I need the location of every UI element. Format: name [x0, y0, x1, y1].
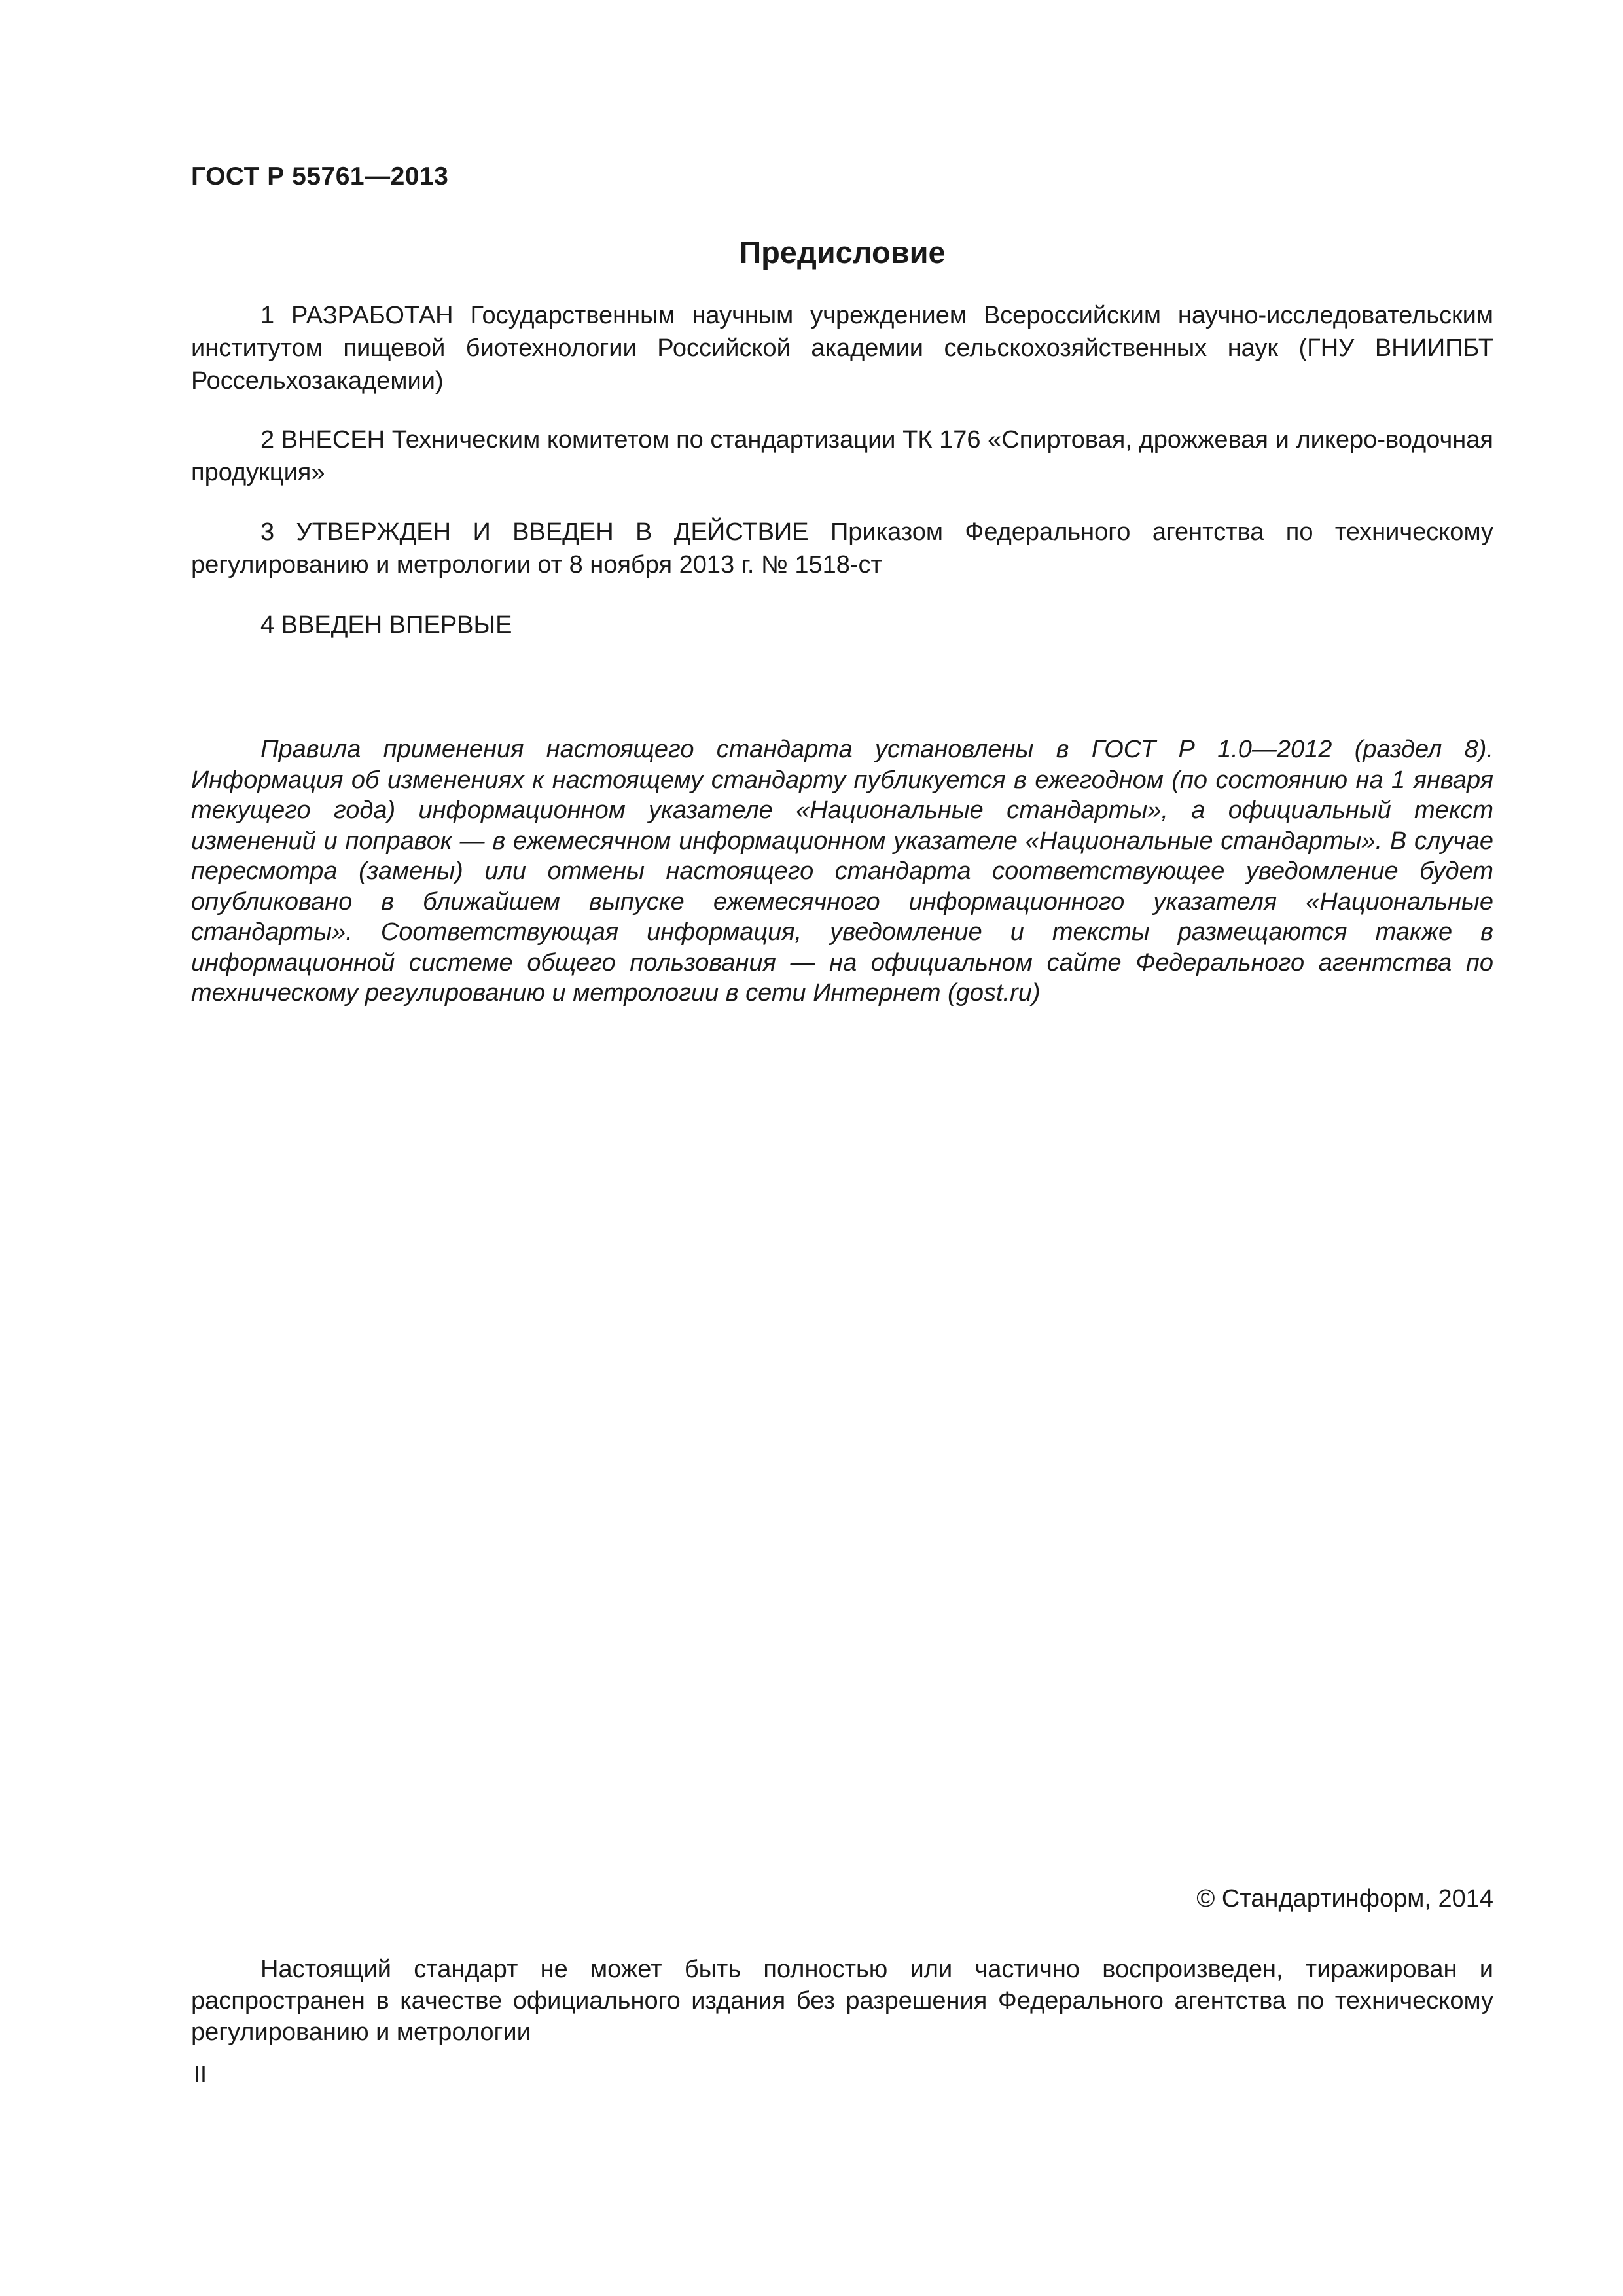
document-code: ГОСТ Р 55761—2013: [191, 162, 449, 190]
reproduction-restriction: Настоящий стандарт не может быть полностью или частично воспроизведен, тиражирован и распространен в качестве официального издания без разрешения Федерального агентства по техническому регулированию и метрологии: [191, 1956, 1493, 2046]
application-rules-note: Правила применения настоящего стандарта установлены в ГОСТ Р 1.0—2012 (раздел 8). Информация об изменениях к настоящему стандарту публикуется в ежегодном (по состоянию на 1 января текущего года) информационном указателе «Национальные стандарты», а официальный текст изменений и поправок — в ежемесячном информационном указателе «Национальные стандарты». В случае пересмотра (замены) или отмены настоящего стандарта соответствующее уведомление будет опубликовано в ближайшем выпуске ежемесячного информационного указателя «Национальные стандарты». Соответствующая информация, уведомление и тексты размещаются также в информационной системе общего пользования — на официальном сайте Федерального агентства по техническому регулированию и метрологии в сети Интернет (gost.ru): [191, 736, 1493, 1007]
foreword-item-approved: 3 УТВЕРЖДЕН И ВВЕДЕН В ДЕЙСТВИЕ Приказом Федерального агентства по техническому регулированию и метрологии от 8 ноября 2013 г. № 1518-ст: [191, 518, 1493, 579]
copyright-notice: © Стандартинформ, 2014: [1196, 1885, 1493, 1912]
page-title: Предисловие: [739, 235, 946, 270]
foreword-item-introduced: 4 ВВЕДЕН ВПЕРВЫЕ: [260, 611, 512, 639]
page-number: II: [194, 2060, 207, 2087]
foreword-item-developed: 1 РАЗРАБОТАН Государственным научным учреждением Всероссийским научно-исследовательским институтом пищевой биотехнологии Российской академии сельскохозяйственных наук (ГНУ ВНИИПБТ Россельхозакадемии): [191, 302, 1493, 395]
foreword-item-submitted: 2 ВНЕСЕН Техническим комитетом по стандартизации ТК 176 «Спиртовая, дрожжевая и ликеро-водочная продукция»: [191, 426, 1493, 486]
